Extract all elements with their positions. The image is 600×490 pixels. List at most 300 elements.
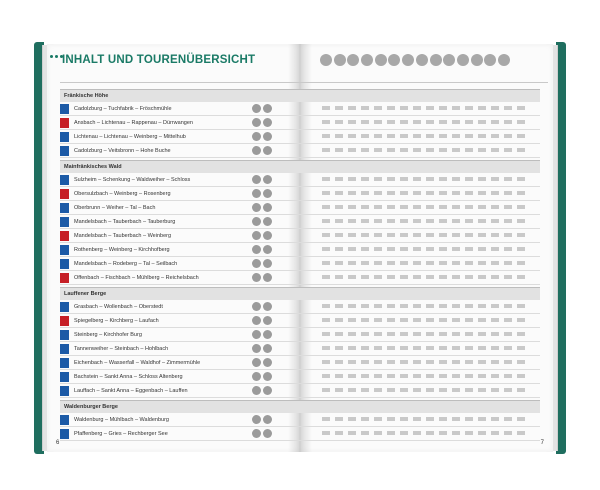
difficulty-icons: [252, 358, 282, 367]
region-header: Fränkische Höhe: [60, 89, 540, 102]
difficulty-icon: [263, 217, 272, 226]
circle-icon: [498, 54, 510, 66]
circle-icon: [471, 54, 483, 66]
unreadable-cell: [361, 374, 369, 378]
unreadable-cell: [400, 205, 408, 209]
unreadable-cell: [491, 106, 499, 110]
difficulty-icon: [252, 429, 261, 438]
unreadable-cell: [504, 431, 512, 435]
unreadable-cell: [348, 431, 356, 435]
unreadable-cell: [517, 177, 525, 181]
circle-icon: [430, 54, 442, 66]
difficulty-icon: [263, 203, 272, 212]
overview-cells: [322, 427, 540, 440]
tour-number-badge: [60, 372, 69, 382]
tour-name: Mandelsbach – Tauberbach – Weinberg: [74, 232, 172, 239]
unreadable-cell: [452, 177, 460, 181]
unreadable-cell: [426, 120, 434, 124]
unreadable-cell: [478, 346, 486, 350]
unreadable-cell: [491, 247, 499, 251]
unreadable-cell: [361, 318, 369, 322]
unreadable-cell: [465, 346, 473, 350]
unreadable-cell: [452, 318, 460, 322]
unreadable-cell: [465, 374, 473, 378]
difficulty-icons: [252, 302, 282, 311]
unreadable-cell: [348, 318, 356, 322]
tour-number-badge: [60, 189, 69, 199]
unreadable-cell: [439, 318, 447, 322]
tour-number-badge: [60, 104, 69, 114]
tour-number-badge: [60, 231, 69, 241]
difficulty-icons: [252, 429, 282, 438]
unreadable-cell: [426, 191, 434, 195]
difficulty-icon: [252, 386, 261, 395]
circle-icon: [402, 54, 414, 66]
overview-cells: [322, 215, 540, 228]
unreadable-cell: [348, 388, 356, 392]
unreadable-cell: [426, 261, 434, 265]
unreadable-cell: [478, 261, 486, 265]
unreadable-cell: [335, 106, 343, 110]
unreadable-cell: [478, 191, 486, 195]
unreadable-cell: [413, 247, 421, 251]
unreadable-cell: [452, 275, 460, 279]
unreadable-cell: [517, 275, 525, 279]
unreadable-cell: [387, 233, 395, 237]
unreadable-cell: [400, 148, 408, 152]
unreadable-cell: [439, 374, 447, 378]
tour-name: Waldenburg – Mühlbach – Waldenburg: [74, 416, 169, 423]
difficulty-icon: [263, 415, 272, 424]
unreadable-cell: [478, 219, 486, 223]
unreadable-cell: [439, 233, 447, 237]
unreadable-cell: [361, 205, 369, 209]
tour-name: Lauffach – Sankt Anna – Eggenbach – Lauffen: [74, 387, 188, 394]
unreadable-cell: [322, 360, 330, 364]
unreadable-cell: [400, 219, 408, 223]
unreadable-cell: [478, 233, 486, 237]
unreadable-cell: [361, 275, 369, 279]
difficulty-icon: [263, 104, 272, 113]
overview-cells: [322, 271, 540, 284]
tour-row: [60, 356, 540, 370]
unreadable-cell: [465, 134, 473, 138]
unreadable-cell: [400, 388, 408, 392]
tour-row: [60, 271, 540, 285]
unreadable-cell: [413, 219, 421, 223]
unreadable-cell: [465, 106, 473, 110]
unreadable-cell: [413, 191, 421, 195]
unreadable-cell: [400, 332, 408, 336]
tour-row: [60, 300, 540, 314]
unreadable-cell: [413, 360, 421, 364]
difficulty-icon: [252, 245, 261, 254]
unreadable-cell: [400, 106, 408, 110]
unreadable-cell: [478, 275, 486, 279]
circle-icon: [347, 54, 359, 66]
difficulty-icons: [252, 132, 282, 141]
unreadable-cell: [452, 374, 460, 378]
unreadable-cell: [400, 360, 408, 364]
tour-number-badge: [60, 386, 69, 396]
unreadable-cell: [491, 205, 499, 209]
unreadable-cell: [348, 219, 356, 223]
tour-number-badge: [60, 203, 69, 213]
unreadable-cell: [400, 120, 408, 124]
overview-cells: [322, 102, 540, 115]
difficulty-icon: [263, 146, 272, 155]
unreadable-cell: [478, 177, 486, 181]
unreadable-cell: [361, 304, 369, 308]
tour-number-badge: [60, 146, 69, 156]
unreadable-cell: [322, 148, 330, 152]
unreadable-cell: [335, 304, 343, 308]
region-header: Lauffener Berge: [60, 287, 540, 300]
unreadable-cell: [348, 261, 356, 265]
unreadable-cell: [400, 417, 408, 421]
difficulty-icon: [252, 203, 261, 212]
tour-name: Ansbach – Lichtenau – Rappenau – Dürrwangen: [74, 119, 193, 126]
difficulty-icon: [252, 415, 261, 424]
unreadable-cell: [465, 388, 473, 392]
overview-cells: [322, 229, 540, 242]
unreadable-cell: [517, 374, 525, 378]
unreadable-cell: [361, 219, 369, 223]
unreadable-cell: [322, 346, 330, 350]
unreadable-cell: [374, 261, 382, 265]
unreadable-cell: [491, 191, 499, 195]
unreadable-cell: [491, 304, 499, 308]
unreadable-cell: [413, 106, 421, 110]
tour-number-badge: [60, 259, 69, 269]
tour-row: [60, 314, 540, 328]
difficulty-icon: [252, 330, 261, 339]
unreadable-cell: [504, 275, 512, 279]
unreadable-cell: [413, 134, 421, 138]
unreadable-cell: [504, 219, 512, 223]
unreadable-cell: [478, 205, 486, 209]
overview-cells: [322, 314, 540, 327]
unreadable-cell: [348, 374, 356, 378]
unreadable-cell: [387, 318, 395, 322]
unreadable-cell: [335, 148, 343, 152]
unreadable-cell: [465, 177, 473, 181]
unreadable-cell: [322, 177, 330, 181]
unreadable-cell: [439, 205, 447, 209]
tour-number-badge: [60, 358, 69, 368]
difficulty-icon: [263, 175, 272, 184]
unreadable-cell: [387, 177, 395, 181]
unreadable-cell: [361, 120, 369, 124]
unreadable-cell: [322, 318, 330, 322]
unreadable-cell: [400, 233, 408, 237]
unreadable-cell: [452, 120, 460, 124]
unreadable-cell: [426, 177, 434, 181]
unreadable-cell: [465, 431, 473, 435]
unreadable-cell: [465, 120, 473, 124]
unreadable-cell: [452, 233, 460, 237]
unreadable-cell: [426, 134, 434, 138]
unreadable-cell: [322, 120, 330, 124]
unreadable-cell: [413, 275, 421, 279]
unreadable-cell: [478, 374, 486, 378]
unreadable-cell: [400, 134, 408, 138]
region-header: Mainfränkisches Wald: [60, 160, 540, 173]
tour-number-badge: [60, 245, 69, 255]
unreadable-cell: [491, 134, 499, 138]
overview-cells: [322, 384, 540, 397]
overview-cells: [322, 116, 540, 129]
unreadable-cell: [491, 388, 499, 392]
tour-row: [60, 243, 540, 257]
tour-name: Offenbach – Fischbach – Mühlberg – Reichelsbach: [74, 274, 199, 281]
unreadable-cell: [348, 346, 356, 350]
difficulty-icon: [252, 175, 261, 184]
unreadable-cell: [374, 318, 382, 322]
unreadable-cell: [361, 261, 369, 265]
unreadable-cell: [361, 332, 369, 336]
unreadable-cell: [335, 219, 343, 223]
unreadable-cell: [322, 205, 330, 209]
unreadable-cell: [413, 431, 421, 435]
unreadable-cell: [361, 431, 369, 435]
tour-name: Cadolzburg – Tuchfabrik – Fröschmühle: [74, 105, 172, 112]
unreadable-cell: [478, 388, 486, 392]
tour-name: Mandelsbach – Rodeberg – Tal – Seilbach: [74, 260, 178, 267]
unreadable-cell: [452, 388, 460, 392]
unreadable-cell: [322, 431, 330, 435]
unreadable-cell: [478, 120, 486, 124]
unreadable-cell: [374, 360, 382, 364]
difficulty-icon: [252, 118, 261, 127]
difficulty-icon: [263, 330, 272, 339]
unreadable-cell: [465, 148, 473, 152]
difficulty-icon: [252, 273, 261, 282]
unreadable-cell: [491, 360, 499, 364]
unreadable-cell: [348, 233, 356, 237]
difficulty-icon: [252, 231, 261, 240]
unreadable-cell: [387, 332, 395, 336]
unreadable-cell: [504, 304, 512, 308]
unreadable-cell: [374, 304, 382, 308]
unreadable-cell: [439, 120, 447, 124]
unreadable-cell: [465, 233, 473, 237]
unreadable-cell: [517, 191, 525, 195]
unreadable-cell: [504, 134, 512, 138]
unreadable-cell: [374, 177, 382, 181]
circle-icon: [443, 54, 455, 66]
unreadable-cell: [413, 417, 421, 421]
unreadable-cell: [374, 120, 382, 124]
unreadable-cell: [322, 191, 330, 195]
unreadable-cell: [465, 191, 473, 195]
unreadable-cell: [504, 233, 512, 237]
unreadable-cell: [374, 247, 382, 251]
unreadable-cell: [439, 191, 447, 195]
difficulty-icons: [252, 316, 282, 325]
difficulty-icons: [252, 273, 282, 282]
difficulty-icon: [263, 273, 272, 282]
unreadable-cell: [374, 388, 382, 392]
unreadable-cell: [335, 388, 343, 392]
unreadable-cell: [426, 360, 434, 364]
unreadable-cell: [491, 261, 499, 265]
tour-row: [60, 173, 540, 187]
unreadable-cell: [452, 332, 460, 336]
tour-name: Tannenweiher – Steinbach – Hohlbach: [74, 345, 169, 352]
unreadable-cell: [413, 233, 421, 237]
unreadable-cell: [322, 247, 330, 251]
unreadable-cell: [426, 106, 434, 110]
overview-cells: [322, 130, 540, 143]
unreadable-cell: [400, 318, 408, 322]
unreadable-cell: [426, 205, 434, 209]
unreadable-cell: [517, 431, 525, 435]
tour-row: [60, 370, 540, 384]
tour-row: [60, 328, 540, 342]
unreadable-cell: [426, 374, 434, 378]
unreadable-cell: [361, 148, 369, 152]
unreadable-cell: [504, 374, 512, 378]
tour-row: [60, 130, 540, 144]
difficulty-icons: [252, 259, 282, 268]
unreadable-cell: [374, 275, 382, 279]
unreadable-cell: [439, 106, 447, 110]
unreadable-cell: [348, 205, 356, 209]
unreadable-cell: [335, 120, 343, 124]
tour-name: Eichenbach – Wasserfall – Waldhof – Zimmermühle: [74, 359, 201, 366]
unreadable-cell: [348, 304, 356, 308]
unreadable-cell: [465, 219, 473, 223]
difficulty-icon: [252, 104, 261, 113]
unreadable-cell: [335, 346, 343, 350]
difficulty-icon: [263, 344, 272, 353]
unreadable-cell: [335, 191, 343, 195]
unreadable-cell: [387, 148, 395, 152]
unreadable-cell: [400, 191, 408, 195]
unreadable-cell: [413, 346, 421, 350]
overview-cells: [322, 413, 540, 426]
unreadable-cell: [348, 247, 356, 251]
tour-row: [60, 144, 540, 158]
unreadable-cell: [517, 148, 525, 152]
unreadable-cell: [322, 275, 330, 279]
unreadable-cell: [413, 388, 421, 392]
unreadable-cell: [322, 417, 330, 421]
unreadable-cell: [426, 247, 434, 251]
tour-row: [60, 384, 540, 398]
difficulty-icon: [252, 316, 261, 325]
column-header-row: [60, 73, 548, 83]
unreadable-cell: [335, 275, 343, 279]
overview-cells: [322, 187, 540, 200]
unreadable-cell: [335, 318, 343, 322]
overview-cells: [322, 300, 540, 313]
unreadable-cell: [439, 134, 447, 138]
unreadable-cell: [517, 346, 525, 350]
unreadable-cell: [491, 332, 499, 336]
tour-row: [60, 102, 540, 116]
unreadable-cell: [374, 346, 382, 350]
difficulty-icon: [252, 344, 261, 353]
unreadable-cell: [478, 134, 486, 138]
unreadable-cell: [465, 318, 473, 322]
unreadable-cell: [452, 417, 460, 421]
unreadable-cell: [322, 233, 330, 237]
difficulty-icon: [252, 217, 261, 226]
difficulty-icon: [263, 189, 272, 198]
unreadable-cell: [517, 106, 525, 110]
unreadable-cell: [452, 247, 460, 251]
unreadable-cell: [426, 275, 434, 279]
unreadable-cell: [517, 304, 525, 308]
unreadable-cell: [387, 205, 395, 209]
circle-icon: [334, 54, 346, 66]
unreadable-cell: [504, 261, 512, 265]
unreadable-cell: [465, 247, 473, 251]
unreadable-cell: [465, 205, 473, 209]
unreadable-cell: [413, 318, 421, 322]
unreadable-cell: [452, 205, 460, 209]
unreadable-cell: [387, 275, 395, 279]
difficulty-icon: [252, 358, 261, 367]
category-icon-row: [320, 54, 510, 68]
difficulty-icon: [252, 189, 261, 198]
difficulty-icon: [252, 302, 261, 311]
unreadable-cell: [491, 148, 499, 152]
unreadable-cell: [452, 346, 460, 350]
difficulty-icon: [263, 132, 272, 141]
unreadable-cell: [504, 417, 512, 421]
unreadable-cell: [335, 261, 343, 265]
overview-cells: [322, 173, 540, 186]
tour-name: Bachstein – Sankt Anna – Schloss Altenberg: [74, 373, 183, 380]
tour-number-badge: [60, 330, 69, 340]
difficulty-icons: [252, 189, 282, 198]
unreadable-cell: [439, 360, 447, 364]
unreadable-cell: [452, 304, 460, 308]
overview-cells: [322, 257, 540, 270]
unreadable-cell: [348, 120, 356, 124]
difficulty-icons: [252, 386, 282, 395]
unreadable-cell: [348, 106, 356, 110]
unreadable-cell: [452, 191, 460, 195]
unreadable-cell: [426, 388, 434, 392]
unreadable-cell: [322, 261, 330, 265]
tour-number-badge: [60, 302, 69, 312]
unreadable-cell: [335, 417, 343, 421]
unreadable-cell: [452, 134, 460, 138]
unreadable-cell: [322, 332, 330, 336]
unreadable-cell: [374, 134, 382, 138]
tour-row: [60, 229, 540, 243]
difficulty-icon: [263, 245, 272, 254]
difficulty-icons: [252, 203, 282, 212]
unreadable-cell: [413, 120, 421, 124]
unreadable-cell: [400, 346, 408, 350]
overview-cells: [322, 144, 540, 157]
circle-icon: [320, 54, 332, 66]
unreadable-cell: [478, 431, 486, 435]
unreadable-cell: [348, 360, 356, 364]
unreadable-cell: [439, 261, 447, 265]
unreadable-cell: [439, 177, 447, 181]
open-guidebook: [34, 42, 566, 454]
unreadable-cell: [322, 388, 330, 392]
unreadable-cell: [478, 417, 486, 421]
unreadable-cell: [413, 148, 421, 152]
unreadable-cell: [426, 431, 434, 435]
